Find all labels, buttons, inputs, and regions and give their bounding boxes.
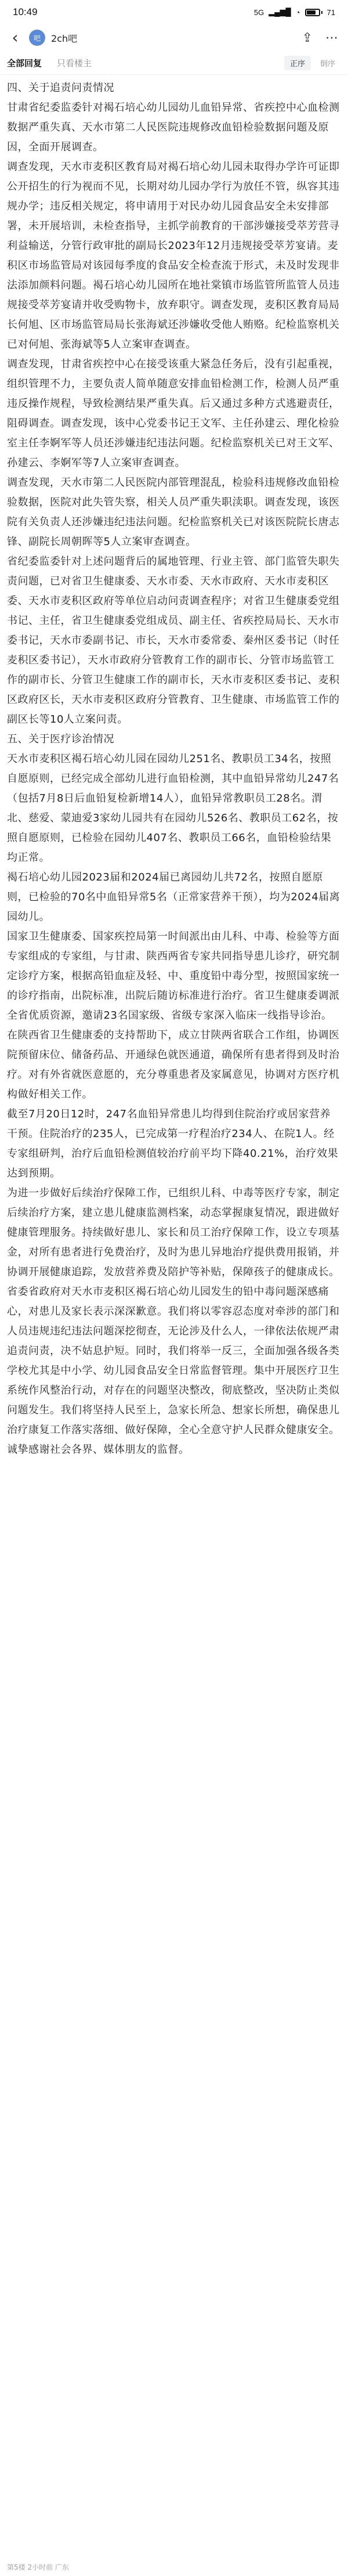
signal-icon: ▂▄▆█ (269, 8, 291, 16)
post-paragraph: 天水市麦积区褐石培心幼儿园在园幼儿251名、教职员工34名，按照自愿原则，已经完成全部幼儿进行血铅检测，其中血铅异常幼儿247名（包括7月8日后血铅复检新增14人），血铅异常教职员工28名。渭北、慈爱、蒙迪爱3家幼儿园共有在园幼儿526名、教职员工62名，按照自愿原则，已检验在园幼儿407名、教职员工66名，血铅检验结果均正常。 (7, 753, 339, 864)
reply-tab-bar (0, 51, 348, 75)
tab-only-op[interactable]: 只看楼主 (57, 57, 92, 68)
share-icon[interactable]: ⇪ (302, 30, 313, 45)
wifi-icon: ◔ (295, 8, 300, 17)
section-heading: 五、关于医疗诊治情况 (7, 733, 114, 745)
battery-level: 71 (327, 8, 335, 17)
status-indicators (254, 8, 335, 17)
post-content (0, 75, 348, 1460)
forum-avatar[interactable]: 吧 (29, 30, 45, 46)
post-paragraph: 调查发现，天水市第二人民医院内部管理混乱，检验科违规修改血铅检验数据，医院对此失管失察，相关人员严重失职渎职。调查发现，该医院有关负责人还涉嫌违纪违法问题。纪检监察机关已对该医院院长唐志锋、副院长周朝晖等5人立案审查调查。 (7, 477, 340, 548)
post-paragraph: 调查发现，天水市麦积区教育局对褐石培心幼儿园未取得办学许可证即公开招生的行为视而不见，长期对幼儿园办学行为放任不管，纵容其违规办学；违反相关规定，将申请用于对民办幼儿园食品安全未安排部署，未开展培训，未检查指导，主抓学前教育的干部涉嫌接受萃芳营寻利益输送，分管行政审批的副局长2023年12月违规接受萃芳宴请。麦积区市场监管局对该园每季度的食品安全检查流于形式，未及时发现非法添加颜料问题。褐石培心幼儿园所在地社棠镇市场监管所监管人员违规接受萃芳宴请并收受购物卡，放弃职守。调查发现，麦积区教育局局长何旭、区市场监管局局长张海斌还涉嫌收受他人贿赂。纪检监察机关已对何旭、张海斌等5人立案审查调查。 (7, 161, 340, 351)
post-paragraph: 为进一步做好后续治疗保障工作，已组织儿科、中毒等医疗专家，制定后续治疗方案，建立患儿健康监测档案，动态掌握康复情况，跟进做好健康管理服务。持续做好患儿、家长和员工治疗保障工作，设立专项基金，对所有患者进行免费治疗，及时为患儿异地治疗提供费用报销，并协调开展健康追踪，发放营养费及陪护等补贴，保障孩子的健康成长。省委省政府对天水市麦积区褐石培心幼儿园发生的铅中毒问题深感痛心，对患儿及家长表示深深歉意。我们将以零容忍态度对牵涉的部门和人员违规违纪违法问题深挖彻查，无论涉及什么人，一律依法依规严肃追责问责，决不姑息护短。同时，我们将举一反三，全面加强各级各类学校尤其是中小学、幼儿园食品安全日常监督管理。集中开展医疗卫生系统作风整治行动，对存在的问题坚决整改，彻底整改，坚决防止类似问题发生。我们将坚持人民至上，急家长所急、想家长所想，确保患儿治疗康复工作落实落细、做好保障，全心全意守护人民群众健康安全。诚挚感谢社会各界、媒体朋友的监督。 (7, 1187, 340, 1456)
network-label: 5G (253, 8, 264, 17)
post-paragraph: 甘肃省纪委监委针对褐石培心幼儿园幼儿血铅异常、省疾控中心血检测数据严重失真、天水市第二人民医院违规修改血铅检验数据问题及原因，全面开展调查。 (7, 102, 340, 153)
sort-desc-button[interactable]: 倒序 (320, 59, 335, 68)
status-time: 10:49 (13, 6, 38, 17)
forum-name[interactable]: 2ch吧 (51, 33, 78, 44)
sort-asc-button[interactable]: 正序 (284, 56, 311, 70)
post-paragraph: 截至7月20日12时，247名血铅异常患儿均得到住院治疗或居家营养干预。住院治疗的235人，已完成第一疗程治疗234人、在院1人。经专家组研判，治疗后血铅检测值较治疗前平均下降40.21%，治疗效果达到预期。 (7, 1108, 339, 1179)
sort-toggle (284, 56, 341, 70)
battery-icon (305, 9, 322, 16)
more-icon[interactable]: ⋯ (325, 30, 338, 45)
post-paragraph: 褐石培心幼儿园2023届和2024届已离园幼儿共72名，按照自愿原则，已检验的70名中血铅异常5名（正常家营养干预），均为2024届离园幼儿。 (7, 871, 340, 923)
post-meta: 第5楼 2小时前 广东 (7, 2563, 69, 2571)
post-footer (0, 2559, 348, 2576)
nav-bar (0, 24, 348, 51)
post-paragraph: 调查发现，甘肃省疾控中心在接受该重大紧急任务后，没有引起重视，组织管理不力，主要负责人简单随意安排血铅检测工作，检测人员严重违反操作规程，导致检测结果严重失真。后又通过多种方式逃避责任，阻碍调查。调查发现，该中心党委书记王文军、主任孙建云、理化检验室主任李婀军等人员还涉嫌违纪违法问题。纪检监察机关已对王文军、孙建云、李婀军等7人立案审查调查。 (7, 358, 340, 469)
back-arrow-icon[interactable]: ‹ (12, 28, 19, 47)
post-paragraph: 省纪委监委针对上述问题背后的属地管理、行业主管、部门监管失职失责问题，已对省卫生健康委、天水市委、天水市政府、天水市麦积区委、天水市麦积区政府等单位启动问责调查程序；对省卫生健康委党组书记、主任，省卫生健康委党组成员、副主任、省疾控局局长、天水市委书记，天水市委副书记、市长，天水市委常委、秦州区委书记（时任麦积区委书记），天水市政府分管教育工作的副市长、分管市场监管工作的副市长、分管卫生健康工作的副市长，天水市麦积区委书记、麦积区政府区长，天水市麦积区政府分管教育、卫生健康、市场监管工作的副区长等10人立案问责。 (7, 555, 340, 726)
section-heading: 四、关于追责问责情况 (7, 82, 114, 94)
tab-all-replies[interactable]: 全部回复 (7, 57, 42, 68)
post-paragraph: 国家卫生健康委、国家疾控局第一时间派出由儿科、中毒、检验等方面专家组成的专家组，与甘肃、陕西两省专家共同指导患儿诊疗，研究制定诊疗方案，根据高铅血症及轻、中、重度铅中毒分型，按照国家统一的诊疗指南，出院标准，出院后随访标准进行治疗。省卫生健康委调派全省优质资源，邀请23名国家级、省级专家深入临床一线指导诊治。在陕西省卫生健康委的支持帮助下，成立甘陕两省联合工作组，协调医院预留床位、储备药品、开通绿色就医通道，确保所有患者得到及时治疗。对有外省就医意愿的，充分尊重患者及家属意见，协调对方医疗机构做好相关工作。 (7, 930, 340, 1101)
status-bar (0, 0, 348, 24)
